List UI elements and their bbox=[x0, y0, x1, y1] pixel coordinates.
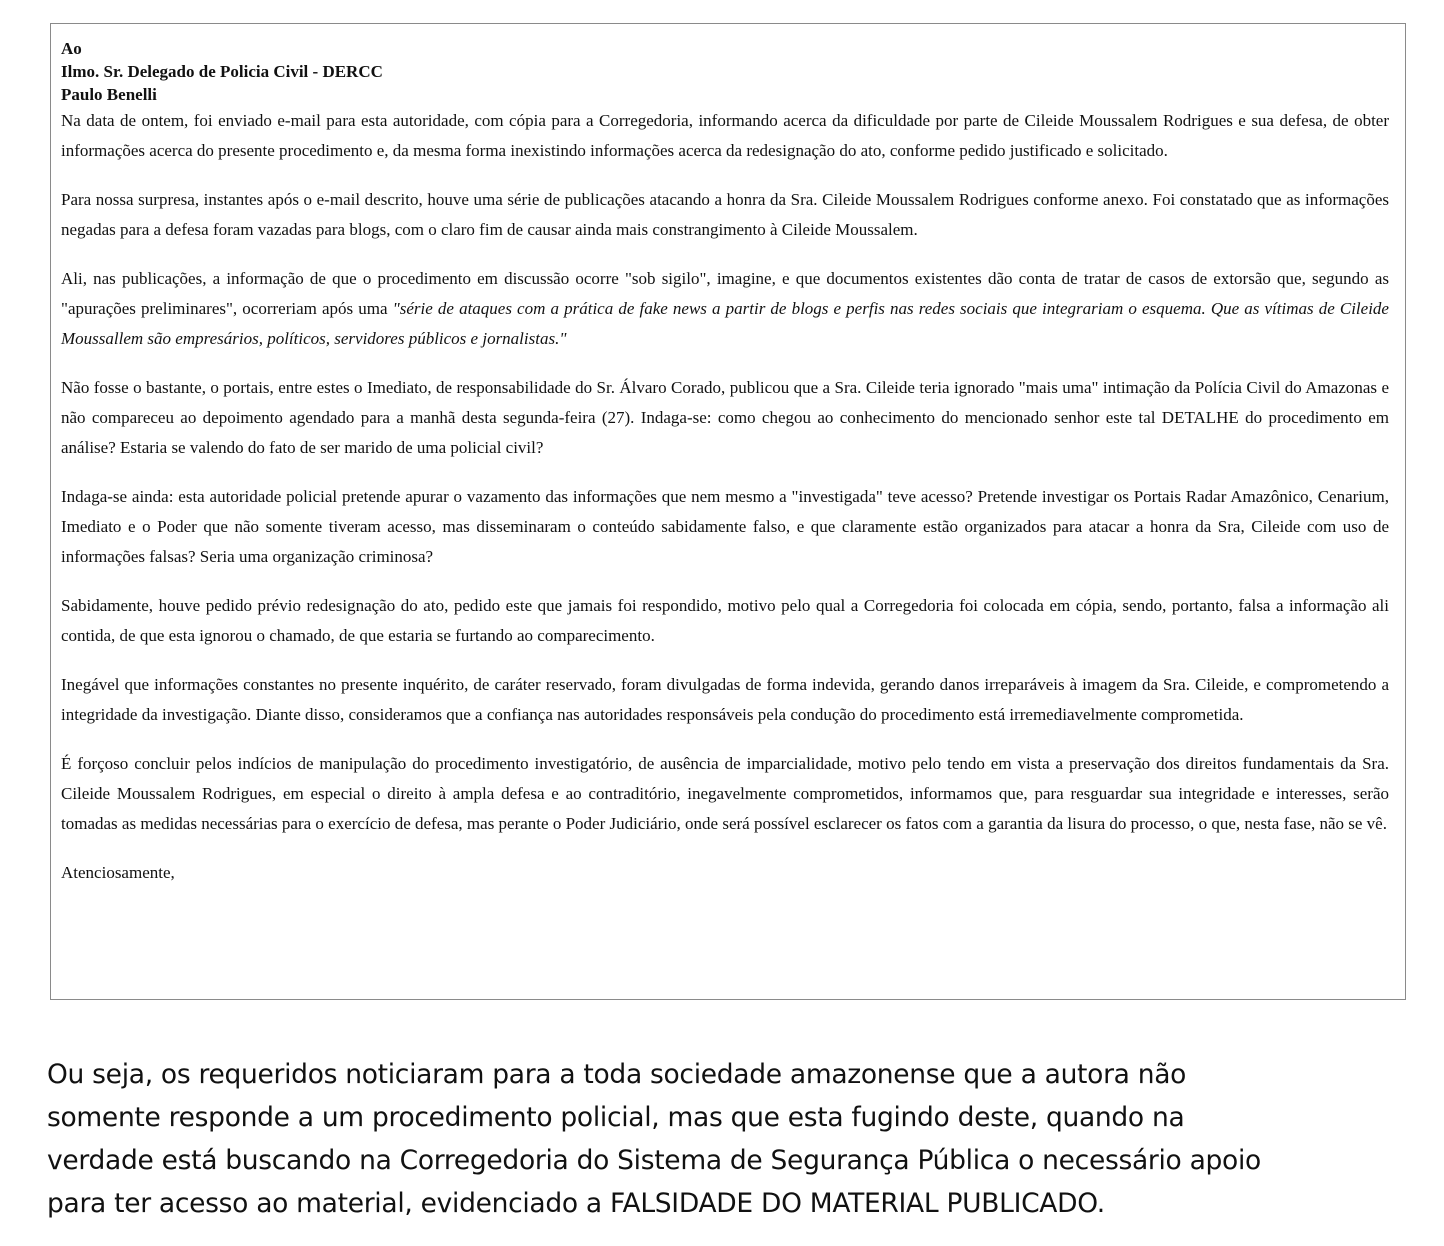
letter-paragraph-5: Indaga-se ainda: esta autoridade policial pretende apurar o vazamento das informações que nem mesmo a "investigada" teve acesso? Pretende investigar os Portais Radar Amazônico, Cenarium, Imediato e o Poder que não somente tiveram acesso, mas disseminaram o conteúdo sabidamente falso, e que claramente estão organizados para atacar a honra da Sra, Cileide com uso de informações falsas? Seria uma organização criminosa? bbox=[61, 487, 1389, 566]
letter-paragraph-3 bbox=[61, 264, 1389, 354]
letter-paragraph-1: Na data de ontem, foi enviado e-mail para esta autoridade, com cópia para a Corregedoria, informando acerca da dificuldade por parte de Cileide Moussalem Rodrigues e sua defesa, de obter informações acerca do presente procedimento e, da mesma forma inexistindo informações acerca da redesignação do ato, conforme pedido justificado e solicitado. bbox=[61, 111, 1389, 160]
letter-addressee-ao: Ao bbox=[61, 39, 82, 58]
letter-body bbox=[61, 37, 1389, 888]
letter-paragraph-2: Para nossa surpresa, instantes após o e-mail descrito, houve uma série de publicações atacando a honra da Sra. Cileide Moussalem Rodrigues conforme anexo. Foi constatado que as informações negadas para a defesa foram vazadas para blogs, com o claro fim de causar ainda mais constrangimento à Cileide Moussalem. bbox=[61, 190, 1389, 239]
letter-closing: Atenciosamente, bbox=[61, 863, 175, 882]
commentary-paragraph: Ou seja, os requeridos noticiaram para a toda sociedade amazonense que a autora não somente responde a um procedimento policial, mas que esta fugindo deste, quando na verdade está buscando na Corregedoria do Sistema de Segurança Pública o necessário apoio para ter acesso ao material, evidenciado a FALSIDADE DO MATERIAL PUBLICADO. bbox=[47, 1059, 1261, 1219]
letter-paragraph-3-text: Ali, nas publicações, a informação de que o procedimento em discussão ocorre "sob sigilo", imagine, e que documentos existentes dão conta de tratar de casos de extorsão que, segundo as "apurações preliminares", ocorreriam após uma bbox=[61, 269, 1389, 318]
letter-paragraph-4: Não fosse o bastante, o portais, entre estes o Imediato, de responsabilidade do Sr. Álvaro Corado, publicou que a Sra. Cileide teria ignorado "mais uma" intimação da Polícia Civil do Amazonas e não compareceu ao depoimento agendado para a manhã desta segunda-feira (27). Indaga-se: como chegou ao conhecimento do mencionado senhor este tal DETALHE do procedimento em análise? Estaria se valendo do fato de ser marido de uma policial civil? bbox=[61, 378, 1389, 457]
letter-addressee-name: Paulo Benelli bbox=[61, 85, 157, 104]
letter-screenshot bbox=[50, 23, 1406, 1000]
letter-paragraph-3-quote: "série de ataques com a prática de fake news a partir de blogs e perfis nas redes sociais que integrariam o esquema. Que as vítimas de Cileide Moussallem são empresários, políticos, servidores públicos e jornalistas." bbox=[61, 299, 1389, 348]
letter-addressee-title: Ilmo. Sr. Delegado de Policia Civil - DERCC bbox=[61, 62, 383, 81]
letter-paragraph-6: Sabidamente, houve pedido prévio redesignação do ato, pedido este que jamais foi respondido, motivo pelo qual a Corregedoria foi colocada em cópia, sendo, portanto, falsa a informação ali contida, de que esta ignorou o chamado, de que estaria se furtando ao comparecimento. bbox=[61, 596, 1389, 645]
letter-paragraph-8: É forçoso concluir pelos indícios de manipulação do procedimento investigatório, de ausência de imparcialidade, motivo pelo tendo em vista a preservação dos direitos fundamentais da Sra. Cileide Moussalem Rodrigues, em especial o direito à ampla defesa e ao contraditório, inegavelmente comprometidos, informamos que, para resguardar sua integridade e interesses, serão tomadas as medidas necessárias para o exercício de defesa, mas perante o Poder Judiciário, onde será possível esclarecer os fatos com a garantia da lisura do processo, o que, nesta fase, não se vê. bbox=[61, 754, 1389, 833]
letter-paragraph-7: Inegável que informações constantes no presente inquérito, de caráter reservado, foram divulgadas de forma indevida, gerando danos irreparáveis à imagem da Sra. Cileide, e comprometendo a integridade da investigação. Diante disso, consideramos que a confiança nas autoridades responsáveis pela condução do procedimento está irremediavelmente comprometida. bbox=[61, 675, 1389, 724]
